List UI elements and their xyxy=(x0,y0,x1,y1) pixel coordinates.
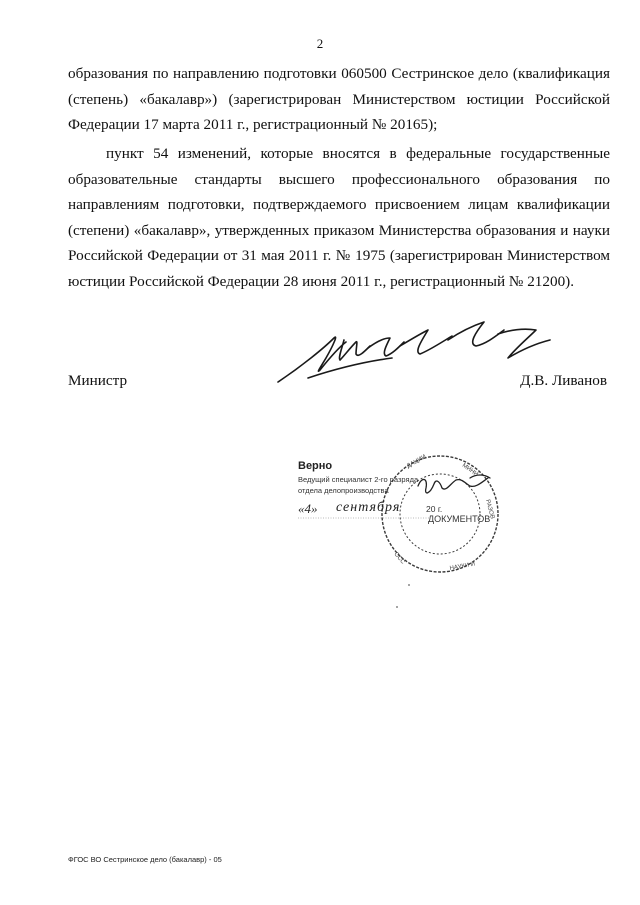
certification-month: сентября xyxy=(336,500,401,515)
minister-title: Министр xyxy=(68,372,128,389)
certification-day: «4» xyxy=(298,501,318,516)
body-paragraph-1: образования по направлению подготовки 060500 Сестринское дело (квалификация (степень) «бакалавр») (зарегистрирован Министерством юстиции Российской Федерации 17 марта 2011 г., регистрационный № 20165); xyxy=(68,65,610,133)
svg-text:РАЗОВ: РАЗОВ xyxy=(484,498,495,520)
svg-text:НАУКИ И: НАУКИ И xyxy=(449,561,476,572)
stamp-inner-text: ДОКУМЕНТОВ xyxy=(428,514,491,524)
svg-text:ДАЦИИ: ДАЦИИ xyxy=(406,453,428,470)
certification-year: 20 г. xyxy=(426,504,443,514)
minister-name: Д.В. Ливанов xyxy=(520,372,607,389)
scan-speck xyxy=(396,606,398,608)
certifier-department: отдела делопроизводства xyxy=(298,486,389,495)
document-footer: ФГОС ВО Сестринское дело (бакалавр) - 05 xyxy=(68,855,222,864)
certification-stamp-area xyxy=(290,448,530,578)
scan-speck xyxy=(408,584,410,586)
svg-text:ОСС: ОСС xyxy=(392,551,406,566)
body-paragraph-2: пункт 54 изменений, которые вносятся в федеральные государственные образовательные стандарты высшего профессионального образования по направлениям подготовки, подтверждаемого присвоением лицам квалификации (степени) «бакалавр», утвержденных приказом Министерства образования и науки Российской Федерации от 31 мая 2011 г. № 1975 (зарегистрирован Министерством юстиции Российской Федерации 28 июня 2011 г., регистрационный № 21200). xyxy=(68,145,610,290)
certification-label: Верно xyxy=(298,460,333,472)
certifier-position: Ведущий специалист 2-го разряда xyxy=(298,475,419,484)
minister-signature xyxy=(272,318,562,388)
svg-text:МИНИ: МИНИ xyxy=(460,462,480,478)
page-number: 2 xyxy=(316,36,324,51)
